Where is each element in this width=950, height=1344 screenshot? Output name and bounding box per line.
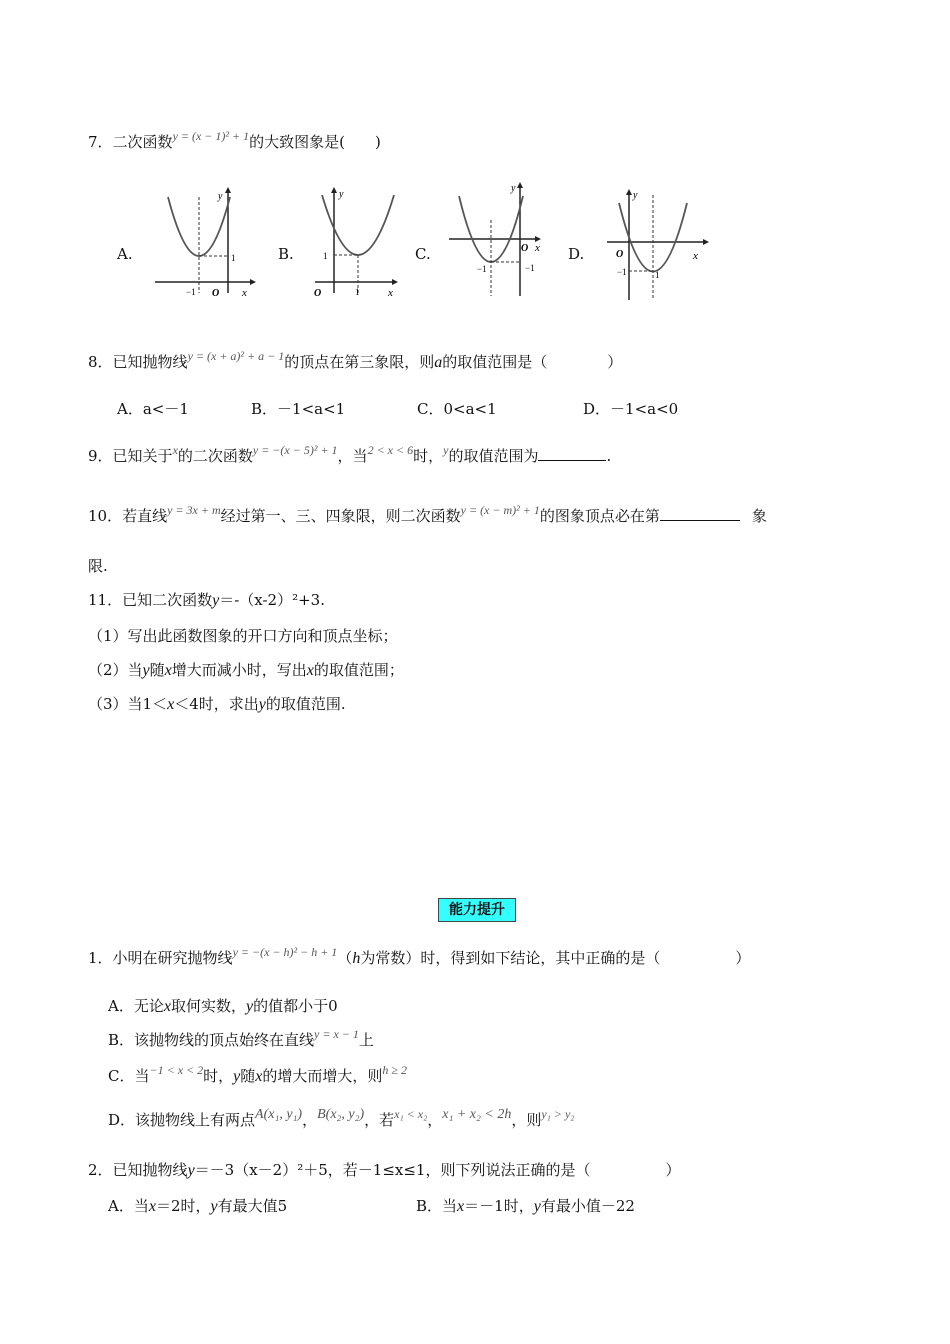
a1-option-d[interactable]	[108, 1107, 575, 1132]
q8-option-c[interactable]	[417, 399, 497, 419]
q10-end: 象	[751, 507, 767, 525]
x-arrow	[392, 279, 398, 285]
tick-y-label: −1	[617, 267, 627, 277]
q10-pre: 若直线	[122, 507, 168, 525]
q7-graph-b[interactable]	[310, 185, 420, 300]
q7-option-d-label[interactable]: D.	[568, 245, 585, 263]
q11-part3	[88, 694, 346, 715]
q8-line	[88, 349, 623, 373]
a2-pre: 已知抛物线	[112, 1161, 188, 1179]
a1-paren2: 为常数）时，得到如下结论，其中正确的是（ ）	[360, 949, 751, 967]
a1-option-c-formula2: h ≥ 2	[382, 1063, 407, 1077]
a1-option-d-formula3: y₁ > y₂	[541, 1107, 575, 1121]
a2-option-b[interactable]	[416, 1196, 635, 1217]
a1-option-d-sep2: ，	[427, 1111, 443, 1129]
a2-option-b-text2: ＝－1时，	[464, 1197, 534, 1215]
q7-number: 7．	[88, 133, 113, 151]
a1-option-d-text2: ，若	[364, 1111, 395, 1129]
a1-option-d-text3: ，则	[511, 1111, 542, 1129]
a2-option-a-label: A．	[108, 1197, 134, 1215]
q10-answer-blank[interactable]	[660, 506, 740, 521]
q11-p2-b: 随	[149, 661, 165, 679]
q11-p3-c: 的取值范围.	[265, 695, 346, 713]
y-arrow	[331, 187, 337, 193]
a2-option-a-text2: ＝2时，	[155, 1197, 211, 1215]
q8-option-d-label: D．	[583, 400, 611, 418]
q8-option-a[interactable]	[117, 399, 189, 419]
a2-option-b-x: x	[457, 1198, 465, 1215]
a1-option-a-label: A．	[108, 997, 134, 1015]
a2-option-a-text1: 当	[133, 1197, 149, 1215]
q11-p2-x: x	[164, 662, 172, 679]
a1-h: h	[352, 950, 361, 967]
a1-pre: 小明在研究抛物线	[112, 949, 233, 967]
a1-option-a-text2: 取何实数，	[170, 997, 246, 1015]
a1-option-d-formula1: x₁ < x₂	[394, 1107, 428, 1121]
a2-option-b-y: y	[533, 1198, 541, 1215]
tick-x-label: −1	[477, 264, 487, 274]
a2-option-a-y: y	[210, 1198, 218, 1215]
q8-var: a	[434, 354, 443, 371]
a1-line	[88, 945, 751, 969]
q11-part1: （1）写出此函数图象的开口方向和顶点坐标；	[88, 627, 398, 645]
y-arrow	[225, 187, 231, 193]
q7-option-a-label[interactable]: A.	[117, 245, 133, 263]
a2-option-b-label: B．	[416, 1197, 443, 1215]
q8-mid: 的顶点在第三象限，则	[284, 353, 435, 371]
q8-option-c-label: C．	[417, 400, 444, 418]
q8-option-b[interactable]	[251, 399, 345, 419]
y-axis-label: y	[633, 190, 638, 201]
q10-number: 10．	[88, 507, 123, 525]
a1-option-b[interactable]	[108, 1027, 374, 1051]
q8-option-a-text: a<－1	[142, 400, 189, 418]
a1-formula: y = −(x − h)² − h + 1	[232, 945, 338, 959]
a1-option-d-point-a: A(x₁, y₁)	[255, 1107, 303, 1122]
q8-option-c-text: 0<a<1	[443, 400, 497, 418]
tick-y-label: 1	[231, 253, 236, 263]
a1-option-a-text1: 无论	[133, 997, 164, 1015]
x-arrow	[250, 279, 256, 285]
q7-pre: 二次函数	[112, 133, 173, 151]
a1-option-d-text1: 该抛物线上有两点	[135, 1111, 256, 1129]
a2-option-b-text3: 有最小值－22	[540, 1197, 635, 1215]
q7-line	[88, 129, 381, 153]
q11-p2-c: 增大而减小时，写出	[171, 661, 307, 679]
q11-stem-formula: ＝-（x-2）²+3.	[219, 591, 325, 609]
q7-graph-a[interactable]	[150, 185, 260, 300]
a1-option-c-text1: 当	[134, 1067, 150, 1085]
origin-label: O	[212, 288, 220, 299]
tick-y-label: −1	[525, 263, 535, 273]
q10-formula2: y = (x − m)² + 1	[460, 503, 540, 517]
q11-p3-y: y	[258, 696, 266, 713]
q11-stem: 已知二次函数	[122, 591, 213, 609]
origin-label: O	[521, 243, 529, 254]
q8-option-b-label: B．	[251, 400, 278, 418]
a1-number: 1．	[88, 949, 113, 967]
a1-option-c-label: C．	[108, 1067, 135, 1085]
a2-option-a[interactable]	[108, 1196, 287, 1217]
y-arrow	[626, 189, 632, 195]
a1-option-d-formula2: x₁ + x₂ < 2h	[442, 1107, 512, 1122]
q9-formula: y = −(x − 5)² + 1	[252, 443, 338, 457]
q11-part2	[88, 660, 404, 681]
a1-option-c-text2: 时，	[203, 1067, 234, 1085]
q9-mid2: ，当	[337, 447, 368, 465]
q11-stem-y: y	[212, 592, 220, 609]
a2-option-a-text3: 有最大值5	[217, 1197, 288, 1215]
a1-option-a-text3: 的值都小于0	[253, 997, 338, 1015]
q9-mid1: 的二次函数	[177, 447, 253, 465]
q8-option-d-text: －1<a<0	[610, 400, 679, 418]
q10-mid: 经过第一、三、四象限，则二次函数	[220, 507, 461, 525]
tick-x-label: 1	[355, 287, 360, 297]
q9-end: .	[606, 447, 612, 465]
q11-p2-y: y	[142, 662, 150, 679]
q9-post: 的取值范围为	[448, 447, 539, 465]
q10-line-cont: 限.	[88, 557, 108, 575]
q9-range: 2 < x < 6	[367, 443, 414, 457]
a2-number: 2．	[88, 1161, 113, 1179]
x-axis-label: x	[242, 287, 247, 299]
a1-option-c-text4: 的增大而增大，则	[262, 1067, 383, 1085]
q8-option-a-label: A．	[117, 400, 143, 418]
a1-option-a-x: x	[163, 998, 171, 1015]
q9-line	[88, 443, 612, 467]
q8-option-b-text: －1<a<1	[277, 400, 346, 418]
q8-formula: y = (x + a)² + a − 1	[187, 349, 285, 363]
q8-number: 8．	[88, 353, 113, 371]
q7-graph-d[interactable]	[605, 185, 715, 305]
y-axis-label: y	[511, 183, 516, 194]
a2-line	[88, 1160, 680, 1181]
q7-option-b-label[interactable]: B.	[278, 245, 294, 263]
a2-formula: ＝－3（x－2）²＋5，若－1≤x≤1，则下列说法正确的是（ ）	[194, 1161, 681, 1179]
q11-p2-d: 的取值范围；	[313, 661, 404, 679]
x-arrow	[703, 239, 709, 245]
q7-graph-c[interactable]	[447, 178, 557, 298]
parabola	[322, 195, 394, 255]
a1-option-a[interactable]	[108, 996, 338, 1017]
q7-formula: y = (x − 1)² + 1	[172, 129, 250, 143]
q10-post: 的图象顶点必在第	[539, 507, 660, 525]
q9-var-y: y	[443, 443, 449, 457]
q7-post: 的大致图象是( )	[249, 133, 381, 151]
q11-p3-b: ＜4时，求出	[174, 695, 259, 713]
q8-pre: 已知抛物线	[112, 353, 188, 371]
y-axis-label: y	[218, 191, 223, 202]
q8-post: 的取值范围是（ ）	[442, 353, 623, 371]
q11-number: 11．	[88, 591, 123, 609]
a1-option-d-label: D．	[108, 1111, 136, 1129]
q8-option-d[interactable]	[583, 399, 678, 419]
q7-option-c-label[interactable]: C.	[415, 245, 431, 263]
q11-p3-a: （3）当1＜	[88, 695, 168, 713]
q10-line	[88, 503, 767, 527]
a1-option-c-formula1: −1 < x < 2	[149, 1063, 204, 1077]
q10-formula1: y = 3x + m	[167, 503, 221, 517]
a1-option-c[interactable]	[108, 1063, 407, 1087]
y-arrow	[517, 182, 523, 188]
origin-label: O	[314, 288, 322, 299]
a2-y: y	[187, 1162, 195, 1179]
tick-x-label: −1	[186, 287, 196, 297]
origin-label: O	[616, 249, 624, 260]
a1-option-a-y: y	[245, 998, 254, 1015]
a1-option-b-formula: y = x − 1	[314, 1027, 359, 1041]
a1-option-c-y: y	[233, 1068, 241, 1085]
tick-y-label: 1	[323, 251, 328, 261]
q11-p3-x: x	[167, 696, 175, 713]
q11-line	[88, 590, 325, 611]
a2-option-a-x: x	[148, 1198, 156, 1215]
x-axis-label: x	[693, 250, 698, 262]
q9-number: 9．	[88, 447, 113, 465]
a1-paren: （	[337, 949, 353, 967]
q9-answer-blank[interactable]	[538, 446, 606, 461]
q11-p2-x2: x	[306, 662, 314, 679]
a1-option-d-point-b: B(x₂, y₂)	[317, 1107, 365, 1122]
a1-option-b-text1: 该抛物线的顶点始终在直线	[134, 1031, 315, 1049]
q9-pre: 已知关于	[112, 447, 173, 465]
x-axis-label: x	[535, 242, 540, 254]
a2-option-b-text1: 当	[442, 1197, 458, 1215]
q11-p2-a: （2）当	[88, 661, 143, 679]
q9-var-x: x	[172, 443, 178, 457]
a1-option-b-label: B．	[108, 1031, 135, 1049]
a1-option-c-x: x	[255, 1068, 263, 1085]
q9-mid3: 时，	[413, 447, 444, 465]
y-axis-label: y	[339, 189, 344, 200]
x-axis-label: x	[388, 287, 393, 299]
a1-option-b-text2: 上	[358, 1031, 374, 1049]
a1-option-c-text3: 随	[240, 1067, 256, 1085]
tick-x-label: 1	[655, 270, 660, 280]
a1-option-d-sep: ，	[302, 1111, 318, 1129]
section-title: 能力提升	[438, 898, 516, 922]
